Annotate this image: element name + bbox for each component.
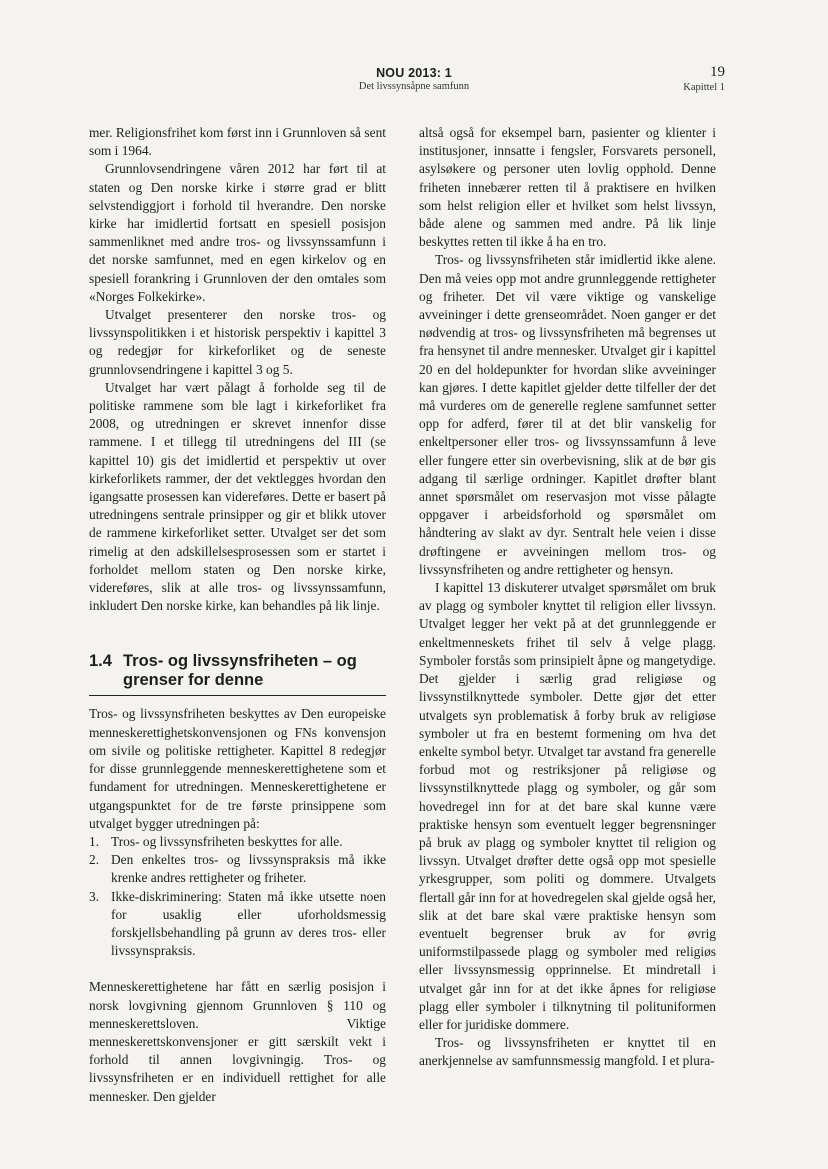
list-item <box>89 833 386 851</box>
right-column <box>419 124 716 1071</box>
list-item <box>89 888 386 961</box>
report-title: Det livssynsåpne samfunn <box>358 81 470 92</box>
paragraph: Tros- og livssynsfriheten er knyttet til en anerkjennelse av samfunnsmessig mangfold. I et plura- <box>419 1035 716 1069</box>
list-item-text: Den enkeltes tros- og livssynspraksis må ikke krenke andres rettigheter og friheter. <box>111 852 386 886</box>
page-info <box>683 64 725 94</box>
chapter-label: Kapittel 1 <box>683 82 725 93</box>
page-number: 19 <box>710 64 725 80</box>
paragraph: Tros- og livssynsfriheten står imidlertid ikke alene. Den må veies opp mot andre grunnleggende rettigheter og friheter. Det vil være viktige og vanskelige avveininger i dette grenseområdet. Noen ganger er det nødvendig at tros- og livssynsfriheten må begrenses ut fra hensynet til andre mennesker. Utvalget gir i kapittel 20 en del holdepunkter for hvordan slike avveininger kan gjøres. I dette kapitlet gjelder dette tilfeller der det må vurderes om de generelle reglene samfunnet setter opp for adferd, fører til at det blir vanskelig for enkeltpersoner eller tros- og livssynssamfunn å leve eller fungere etter sin overbevisning, slik at de bør gis adgang til særlige ordninger. Kapitlet drøfter blant annet spørsmålet om reservasjon mot visse pålagte oppgaver i arbeidsforhold og spørsmålet om håndtering av slakt av dyr. Sentralt hele veien i disse drøftingene er avveiningen mellom tros- og livssynsfriheten og andre rettigheter og hensyn. <box>419 252 716 577</box>
report-series: NOU 2013: 1 <box>376 66 452 80</box>
section-title: Tros- og livssynsfriheten – og grenser for denne <box>123 652 357 690</box>
paragraph: altså også for eksempel barn, pasienter og klienter i institusjoner, innsatte i fengsler, Forsvarets personell, asylsøkere og personer uten lovlig opphold. Denne friheten innebærer retten til å praktisere en hvilken som helst religion eller et hvilket som helst livssyn, både alene og sammen med andre. På lik linje beskyttes retten til ikke å ha en tro. <box>419 125 716 250</box>
paragraph: Utvalget har vært pålagt å forholde seg til de politiske rammene som ble lagt i kirkeforliket fra 2008, og utredningen er skrevet innenfor disse rammene. I et tillegg til utredningens del III (se kapittel 10) gis det imidlertid et perspektiv ut over kirkeforlikets rammer, der det vektlegges hvordan den igangsatte prosessen kan videreføres. Dette er basert på utredningens sentrale prinsipper og gir et blikk utover de rammene kirkeforliket setter. Utvalget ser det som rimelig at den adskillelsesprosessen som er startet i forholdet mellom staten og Den norske kirke, videreføres, slik at alle tros- og livssynssamfunn, inkludert Den norske kirke, kan behandles på lik linje. <box>89 379 386 614</box>
list-item-number: 3. <box>89 888 100 904</box>
paragraph: Grunnlovsendringene våren 2012 har ført til at staten og Den norske kirke i større grad er blitt selvstendiggjort i forhold til hverandre. Den norske kirke har imidlertid fortsatt en spesiell posisjon sammenliknet med andre tros- og livssynssamfunn i det norske samfunnet, med en egen kirkelov og en spesiell forankring i Grunnloven der den omtales som «Norges Folkekirke». <box>89 161 386 304</box>
paragraph: Menneskerettighetene har fått en særlig posisjon i norsk lovgivning gjennom Grunnloven § 110 og menneskerettsloven. Viktige menneskerettskonvensjoner er gitt særskilt vekt i forhold til annen lovgivningig. Tros- og livssynsfriheten er en individuell rettighet for alle mennesker. Den gjelder <box>89 979 386 1104</box>
running-header <box>300 66 528 94</box>
left-column <box>89 124 386 1106</box>
list-item-number: 1. <box>89 833 100 849</box>
list-item <box>89 851 386 887</box>
list-item-number: 2. <box>89 852 100 868</box>
paragraph: mer. Religionsfrihet kom først inn i Grunnloven så sent som i 1964. <box>89 125 386 159</box>
paragraph: I kapittel 13 diskuterer utvalget spørsmålet om bruk av plagg og symboler knyttet til religion eller livssyn. Utvalget legger her vekt på at det grunnleggende er enkeltmenneskets frihet til selv å velge plagg. Symboler forstås som prinsipielt åpne og mangetydige. Det gjelder i særlig grad religiøse og livssynstilknyttede symboler. Dette gjør det etter utvalgets syn problematisk å forby bruk av religiøse symboler ut fra en bestemt formening om hva det enkelte symbol betyr. Utvalget tar avstand fra generelle forbud mot og restriksjoner på religiøse og livssynstilknyttede plagg og symboler, og går som hovedregel inn for at det bare skal kunne være praktiske hensyn som eventuelt legger begrensninger på bruk av plagg og symboler knyttet til religion og livssyn. Utvalget drøfter dette også opp mot spesielle yrkesgrupper, som politi og dommere. Utvalgets flertall går inn for at hovedregelen skal gjelde også her, slik at det bare skal være praktiske hensyn som eventuelt begrenser bruk av for øvrig uniformstilpassede plagg og symboler med religiøs eller livssynsmessig opprinnelse. Et mindretall i utvalget går inn for at det ikke åpnes for religiøse plagg eller symboler i tilknytning til polituniformen eller for juridiske dommere. <box>419 580 716 1032</box>
paragraph: Utvalget presenterer den norske tros- og livssynspolitikken i et historisk perspektiv i kapittel 3 og redegjør for kirkeforliket og de seneste grunnlovsendringene i kapittel 3 og 5. <box>89 307 386 377</box>
paragraph: Tros- og livssynsfriheten beskyttes av Den europeiske menneskerettighetskonvensjonen og FNs konvensjon om sivile og politiske rettigheter. Kapittel 8 redegjør for disse grunnleggende menneskerettighetene som et fundament for utredningen. Menneskerettighetene er utgangspunktet for de tre første prinsippene som utvalget bygger utredningen på: <box>89 706 386 831</box>
principles-list <box>89 833 386 960</box>
list-item-text: Tros- og livssynsfriheten beskyttes for alle. <box>111 833 343 849</box>
section-number: 1.4 <box>89 652 112 671</box>
section-heading <box>89 652 386 696</box>
list-item-text: Ikke-diskriminering: Staten må ikke utsette noen for usaklig eller uforholdsmessig forskjellsbehandling på grunn av deres tros- eller livssynspraksis. <box>111 888 386 959</box>
